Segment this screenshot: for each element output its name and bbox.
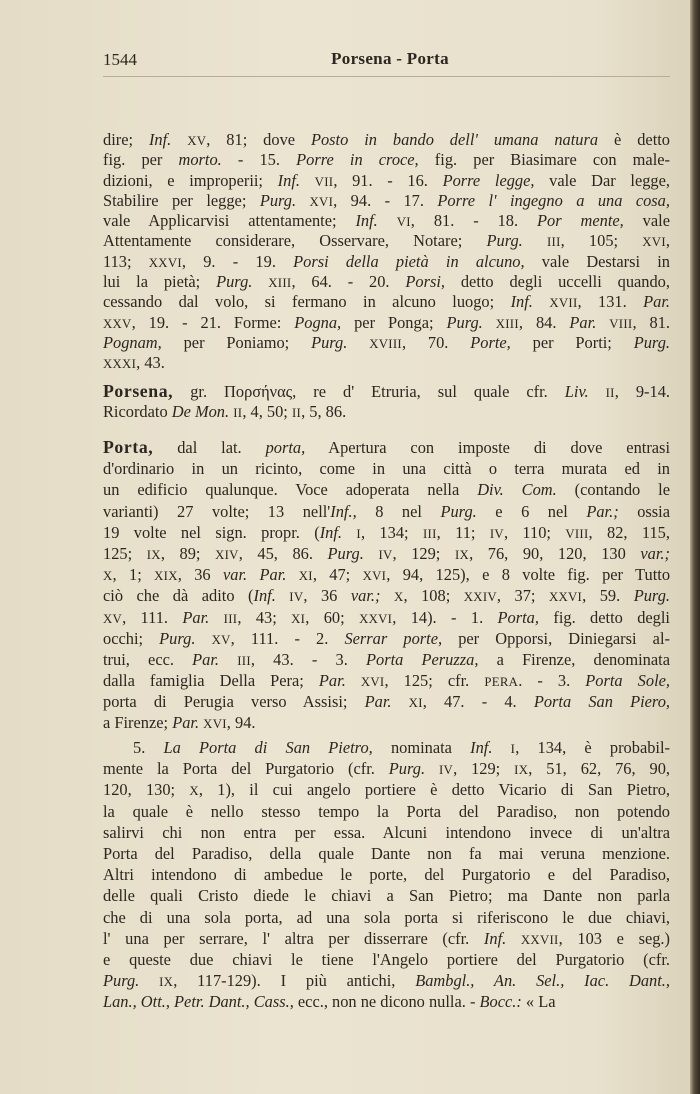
text bbox=[209, 608, 223, 627]
italic-text: Div. Com. bbox=[477, 480, 557, 500]
small-caps-text: IV bbox=[438, 763, 454, 778]
italic-text: Par. bbox=[192, 649, 220, 669]
text-line bbox=[103, 130, 670, 150]
text: per Opporsi, Diniegarsi al- bbox=[442, 628, 670, 648]
text: cessando dal volo, si fermano in alcuno luogo; bbox=[103, 292, 511, 312]
text: occhi; bbox=[103, 628, 160, 648]
text: delle quali Cristo diede le chiavi a San Pietro; ma Dante non parla bbox=[103, 886, 670, 906]
text: ossia bbox=[618, 501, 670, 521]
text: , 81. - 18. bbox=[410, 211, 538, 231]
text-line bbox=[103, 628, 670, 649]
italic-text: Par. bbox=[364, 692, 392, 712]
italic-text: Lan., Ott., Petr. Dant., Cass., bbox=[103, 992, 294, 1012]
small-caps-text: VIII bbox=[609, 316, 633, 331]
text-line bbox=[103, 522, 670, 543]
italic-text: Porta Peruzza, bbox=[365, 649, 479, 669]
text: , 36 bbox=[303, 586, 351, 606]
italic-text: Bocc.: bbox=[479, 992, 522, 1012]
text: . - 3. bbox=[518, 671, 586, 691]
small-caps-text: III bbox=[546, 235, 561, 250]
small-caps-text: III bbox=[223, 611, 238, 626]
running-title: Porsena - Porta bbox=[331, 49, 449, 68]
text: , 94. - 17. bbox=[333, 190, 438, 210]
italic-text: var.; bbox=[640, 543, 670, 563]
small-caps-text: I bbox=[510, 742, 516, 756]
text: , 37; bbox=[496, 586, 549, 606]
small-caps-text: II bbox=[291, 405, 302, 420]
text: è detto bbox=[598, 130, 670, 149]
italic-text: Liv. bbox=[564, 382, 589, 401]
text: salirvi chi non entra per essa. Alcuni intendono invece di un'altra bbox=[103, 822, 670, 842]
text-line bbox=[103, 501, 670, 522]
text: Porta del Paradiso, della quale Dante non fa mai veruna menzione. bbox=[103, 843, 670, 863]
text bbox=[347, 333, 369, 352]
small-caps-text: XVI bbox=[642, 235, 666, 250]
text-line bbox=[103, 272, 670, 292]
text: , 64. - 20. bbox=[291, 272, 406, 292]
text: vale Dar legge, bbox=[534, 170, 670, 190]
text-line bbox=[103, 292, 670, 312]
text: fig. detto degli bbox=[538, 607, 670, 627]
italic-text: Inf. bbox=[510, 292, 533, 312]
small-caps-text: IX bbox=[159, 975, 174, 990]
entry-porsena bbox=[103, 381, 670, 423]
text bbox=[391, 692, 408, 711]
text-line bbox=[103, 670, 670, 691]
italic-text: Porta, bbox=[497, 607, 539, 627]
text bbox=[342, 523, 356, 542]
text: , bbox=[665, 231, 670, 251]
italic-text: Porta San Piero, bbox=[533, 692, 670, 712]
text-line bbox=[103, 779, 670, 800]
text: per Ponga; bbox=[341, 312, 447, 332]
small-caps-text: XV bbox=[211, 632, 231, 647]
small-caps-text: VI bbox=[396, 215, 411, 230]
small-caps-text: XIV bbox=[215, 547, 239, 562]
italic-text: Inf. bbox=[483, 928, 507, 948]
text: a Firenze; bbox=[103, 713, 173, 733]
text-line bbox=[103, 479, 670, 500]
text: fig. per bbox=[103, 150, 179, 170]
italic-text: Serrar porte, bbox=[344, 628, 443, 648]
text-line bbox=[103, 402, 670, 423]
text bbox=[219, 650, 237, 669]
text: la quale è nello stesso tempo la Porta del Paradiso, non potendo bbox=[103, 801, 670, 821]
small-caps-text: XVI bbox=[360, 675, 385, 690]
small-caps-text: III bbox=[237, 653, 251, 668]
small-caps-text: II bbox=[233, 405, 243, 420]
small-caps-text: XXIV bbox=[463, 590, 497, 605]
text: , 45, 86. bbox=[238, 543, 328, 563]
text: , 110; bbox=[503, 522, 566, 542]
text bbox=[596, 313, 609, 332]
small-caps-text: XXV bbox=[103, 316, 132, 331]
text bbox=[252, 272, 268, 291]
small-caps-text: XV bbox=[187, 134, 207, 148]
text: nominata bbox=[372, 738, 471, 757]
text: , 129; bbox=[392, 543, 455, 563]
text: , 89; bbox=[160, 543, 216, 563]
text-line bbox=[103, 252, 670, 272]
text: « La bbox=[521, 992, 556, 1012]
text bbox=[523, 231, 547, 250]
text bbox=[589, 382, 606, 401]
italic-text: var. Par. bbox=[222, 565, 287, 585]
text: fig. per Biasimare con male- bbox=[418, 150, 670, 170]
italic-text: Bambgl., An. Sel., Iac. Dant., bbox=[415, 971, 670, 991]
text-line bbox=[103, 864, 670, 885]
text: , 9. - 19. bbox=[181, 251, 294, 271]
small-caps-text: IV bbox=[378, 547, 393, 562]
italic-text: Pognam, bbox=[103, 332, 162, 352]
text: vale Destarsi in bbox=[524, 251, 671, 271]
text: , 129; bbox=[453, 759, 515, 779]
text: 19 volte nel sign. propr. ( bbox=[103, 522, 320, 542]
text-line bbox=[103, 150, 670, 170]
text: vale bbox=[623, 211, 670, 231]
text-line bbox=[103, 564, 670, 585]
text-line bbox=[103, 231, 670, 251]
text-line bbox=[103, 437, 670, 458]
text-line bbox=[103, 458, 670, 479]
text: un edificio qualunque. Voce adoperata nella bbox=[103, 480, 478, 500]
text: che di una sola porta, ad una sola porta si riferiscono le due chiavi, bbox=[103, 907, 670, 927]
italic-text: Purg. bbox=[311, 332, 348, 352]
text: , 134, è probabil- bbox=[515, 738, 670, 757]
small-caps-text: XXVII bbox=[520, 932, 559, 947]
text bbox=[276, 586, 290, 605]
italic-text: Inf. bbox=[148, 130, 172, 149]
text-line bbox=[103, 353, 670, 373]
text: , 125; cfr. bbox=[384, 671, 485, 691]
text: e 6 nel bbox=[476, 501, 587, 521]
italic-text: var.; bbox=[350, 586, 381, 606]
text bbox=[286, 565, 298, 584]
italic-text: Par. bbox=[643, 292, 670, 312]
italic-text: Purg. bbox=[633, 586, 670, 606]
text: dire; bbox=[103, 130, 149, 149]
text-line bbox=[103, 191, 670, 211]
small-caps-text: XXVI bbox=[359, 611, 393, 626]
italic-text: Purg. bbox=[159, 628, 196, 648]
italic-text: morto. bbox=[178, 150, 222, 170]
text bbox=[378, 211, 397, 230]
italic-text: Purg. bbox=[446, 312, 483, 332]
italic-text: Porre l' ingegno a una cosa, bbox=[437, 190, 670, 210]
small-caps-text: II bbox=[605, 386, 615, 400]
page-number: 1544 bbox=[103, 50, 137, 69]
text: a Firenze, denominata bbox=[478, 649, 670, 669]
paragraph-porre-continuation bbox=[103, 130, 670, 374]
book-edge bbox=[690, 0, 700, 1094]
text: e queste due chiavi le tiene l'Angelo portiere del Purgatorio (cfr. bbox=[103, 949, 670, 969]
small-caps-text: IX bbox=[454, 547, 470, 562]
text: , 91. - 16. bbox=[333, 170, 443, 190]
text: per Poniamo; bbox=[161, 332, 312, 352]
text bbox=[492, 738, 510, 757]
text bbox=[380, 586, 394, 605]
small-caps-text: XVII bbox=[549, 296, 578, 311]
text: dizioni, e improperii; bbox=[103, 170, 278, 190]
text: , 11; bbox=[436, 522, 490, 542]
small-caps-text: XIX bbox=[154, 569, 178, 584]
text-line bbox=[103, 991, 670, 1012]
text: , 59. bbox=[582, 586, 634, 606]
italic-text: Inf. bbox=[277, 170, 300, 190]
text: , 43; bbox=[237, 607, 292, 627]
text: vale Applicarvisi attentamente; bbox=[103, 211, 356, 231]
small-caps-text: XVIII bbox=[369, 336, 402, 351]
text: , 108; bbox=[403, 586, 464, 606]
text-line bbox=[103, 928, 670, 949]
paragraph-porta-san-pietro bbox=[103, 737, 670, 1012]
text: , 81. bbox=[632, 312, 670, 332]
text: 8 nel bbox=[356, 501, 441, 521]
italic-text: Purg. bbox=[388, 759, 426, 779]
text: l' una per serrare, l' altra per disserrare (cfr. bbox=[103, 928, 484, 948]
text-line bbox=[103, 585, 670, 606]
text: varianti) 27 volte; 13 nell' bbox=[103, 501, 331, 521]
italic-text: Par.; bbox=[586, 501, 619, 521]
italic-text: La Porta di San Pietro, bbox=[163, 738, 373, 757]
text-line bbox=[103, 949, 670, 970]
text-line bbox=[103, 907, 670, 928]
italic-text: Porsi, bbox=[405, 272, 445, 292]
text: , 94. bbox=[226, 713, 256, 733]
italic-text: Inf. bbox=[253, 586, 276, 606]
text: 113; bbox=[103, 251, 149, 271]
text: Attentamente considerare, Osservare, Notare; bbox=[103, 231, 487, 251]
small-caps-text: IX bbox=[146, 547, 161, 562]
small-caps-text: X bbox=[103, 569, 113, 584]
small-caps-text: X bbox=[189, 784, 199, 799]
italic-text: Pogna, bbox=[294, 312, 342, 332]
text: d'ordinario in un ricinto, come in una città o terra murata ed in bbox=[103, 459, 670, 479]
text bbox=[139, 971, 159, 990]
text: , 84. bbox=[518, 312, 570, 332]
italic-text: Inf. bbox=[319, 522, 342, 542]
text: , 111. bbox=[122, 607, 183, 627]
italic-text: Purg. bbox=[486, 231, 523, 251]
text-line bbox=[103, 712, 670, 733]
entry-headword: Porsena, bbox=[103, 381, 174, 401]
italic-text: Porre in croce, bbox=[296, 150, 419, 170]
italic-text: Purg. bbox=[103, 971, 140, 991]
small-caps-text: XI bbox=[291, 611, 306, 626]
text bbox=[533, 292, 549, 311]
text: , 47; bbox=[312, 565, 363, 585]
text-line bbox=[103, 691, 670, 712]
text: , 134; bbox=[360, 522, 423, 542]
small-caps-text: PERA bbox=[484, 675, 519, 690]
text-line bbox=[103, 885, 670, 906]
small-caps-text: XVI bbox=[203, 717, 227, 732]
text-line bbox=[103, 543, 670, 564]
small-caps-text: XV bbox=[103, 611, 123, 626]
italic-text: Posto in bando dell' umana natura bbox=[310, 130, 599, 149]
text-line bbox=[103, 737, 670, 758]
italic-text: Porsi della pietà in alcuno, bbox=[293, 251, 525, 271]
text: , 82, 115, bbox=[588, 522, 670, 542]
text-line bbox=[103, 822, 670, 843]
text: 125; bbox=[103, 543, 147, 563]
entry-headword: Porta, bbox=[103, 437, 154, 457]
text bbox=[483, 313, 496, 332]
italic-text: Par. bbox=[182, 607, 210, 627]
italic-text: Par. bbox=[569, 312, 597, 332]
text: lui la pietà; bbox=[103, 272, 217, 292]
text-line bbox=[103, 313, 670, 333]
text-line bbox=[103, 333, 670, 353]
italic-text: Purg. bbox=[440, 501, 477, 521]
small-caps-text: XVI bbox=[362, 569, 387, 584]
italic-text: Purg. bbox=[327, 543, 364, 563]
text: 5. bbox=[133, 738, 164, 757]
italic-text: Por mente, bbox=[537, 211, 624, 231]
text: ciò che dà adito ( bbox=[103, 586, 254, 606]
text: porta di Perugia verso Assisi; bbox=[103, 692, 365, 712]
text: Apertura con imposte di dove entrasi bbox=[305, 438, 670, 457]
text: , 36 bbox=[177, 565, 223, 585]
text-line bbox=[103, 801, 670, 822]
text-line bbox=[103, 970, 670, 991]
text: , 81; dove bbox=[206, 130, 311, 149]
text: , 103 e seg.) bbox=[558, 928, 670, 948]
italic-text: Porre legge, bbox=[442, 170, 535, 190]
text: per Porti; bbox=[510, 332, 634, 352]
text: , 76, 90, 120, 130 bbox=[469, 543, 641, 563]
text: , 1), il cui angelo portiere è detto Vicario di San Pietro, bbox=[198, 780, 670, 800]
text: ecc., non ne dicono nulla. - bbox=[293, 992, 480, 1012]
text-line bbox=[103, 843, 670, 864]
text: , 117-129). I più antichi, bbox=[173, 971, 416, 991]
italic-text: Inf., bbox=[330, 501, 357, 521]
text: , 111. - 2. bbox=[230, 628, 345, 648]
small-caps-text: I bbox=[356, 526, 361, 541]
italic-text: Inf. bbox=[470, 738, 493, 757]
text: gr. Πορσήνας, re d' Etruria, sul quale cfr. bbox=[173, 382, 565, 401]
small-caps-text: XXVI bbox=[548, 590, 583, 605]
small-caps-text: IV bbox=[289, 590, 304, 605]
small-caps-text: XXVI bbox=[148, 255, 182, 270]
italic-text: Purg. bbox=[216, 272, 253, 292]
text: - 15. bbox=[221, 150, 297, 170]
text: Stabilire per legge; bbox=[103, 190, 260, 210]
text: Ricordato bbox=[103, 401, 172, 421]
italic-text: Porta Sole, bbox=[585, 671, 671, 691]
text bbox=[195, 629, 211, 648]
italic-text: Par. bbox=[172, 713, 200, 733]
text: , 94, 125), e 8 volte fig. per Tutto bbox=[386, 565, 671, 585]
text: dalla famiglia Della Pera; bbox=[103, 671, 319, 691]
text: dal lat. bbox=[153, 438, 266, 457]
text bbox=[296, 191, 309, 210]
text bbox=[300, 171, 315, 190]
text: , 1; bbox=[112, 565, 155, 585]
small-caps-text: XXXI bbox=[103, 357, 137, 372]
text: , 51, 62, 76, 90, bbox=[528, 759, 671, 779]
text: detto degli uccelli quando, bbox=[445, 272, 670, 292]
small-caps-text: XIII bbox=[495, 316, 519, 331]
small-caps-text: VIII bbox=[565, 526, 589, 541]
text: , 43. - 3. bbox=[250, 649, 366, 669]
italic-text: Purg. bbox=[259, 190, 297, 210]
small-caps-text: XI bbox=[298, 569, 313, 584]
text-line bbox=[103, 758, 670, 779]
text: mente la Porta del Purgatorio (cfr. bbox=[103, 759, 389, 779]
text bbox=[506, 929, 521, 948]
text: Altri intendono di ambedue le porte, del Purgatorio e del Paradiso, bbox=[103, 865, 670, 885]
text: , 60; bbox=[305, 607, 360, 627]
text-line bbox=[103, 649, 670, 670]
text: , 43. bbox=[136, 353, 165, 373]
small-caps-text: IX bbox=[514, 763, 529, 778]
small-caps-text: XIII bbox=[268, 276, 292, 291]
entry-porta bbox=[103, 437, 670, 734]
text-line bbox=[103, 381, 670, 402]
small-caps-text: XVI bbox=[309, 194, 334, 209]
text-line bbox=[103, 171, 670, 191]
text: , 5, 86. bbox=[301, 401, 347, 421]
text bbox=[171, 130, 187, 149]
text bbox=[364, 544, 379, 563]
text-line bbox=[103, 607, 670, 628]
italic-text: Inf. bbox=[355, 211, 378, 231]
text: , 105; bbox=[560, 231, 643, 251]
text: , 47. - 4. bbox=[422, 692, 534, 712]
header-rule bbox=[103, 76, 670, 77]
italic-text: Purg. bbox=[633, 332, 670, 352]
italic-text: porta, bbox=[265, 438, 306, 457]
small-caps-text: XI bbox=[408, 696, 423, 711]
text-line bbox=[103, 211, 670, 231]
text: , 19. - 21. Forme: bbox=[131, 312, 295, 332]
text bbox=[425, 759, 439, 778]
small-caps-text: VII bbox=[314, 174, 334, 189]
text: 120, 130; bbox=[103, 780, 190, 800]
small-caps-text: X bbox=[393, 590, 404, 605]
text: , 4, 50; bbox=[242, 401, 292, 421]
text: , 70. bbox=[401, 332, 471, 352]
italic-text: Porte, bbox=[470, 332, 511, 352]
text: trui, ecc. bbox=[103, 649, 193, 669]
small-caps-text: IV bbox=[489, 526, 504, 541]
text: , 9-14. bbox=[614, 382, 670, 401]
text: , 14). - 1. bbox=[392, 607, 498, 627]
small-caps-text: III bbox=[422, 526, 437, 541]
text bbox=[346, 671, 361, 690]
text: , 131. bbox=[577, 292, 644, 312]
text: (contando le bbox=[556, 480, 670, 500]
italic-text: De Mon. bbox=[171, 401, 230, 421]
italic-text: Par. bbox=[318, 671, 346, 691]
